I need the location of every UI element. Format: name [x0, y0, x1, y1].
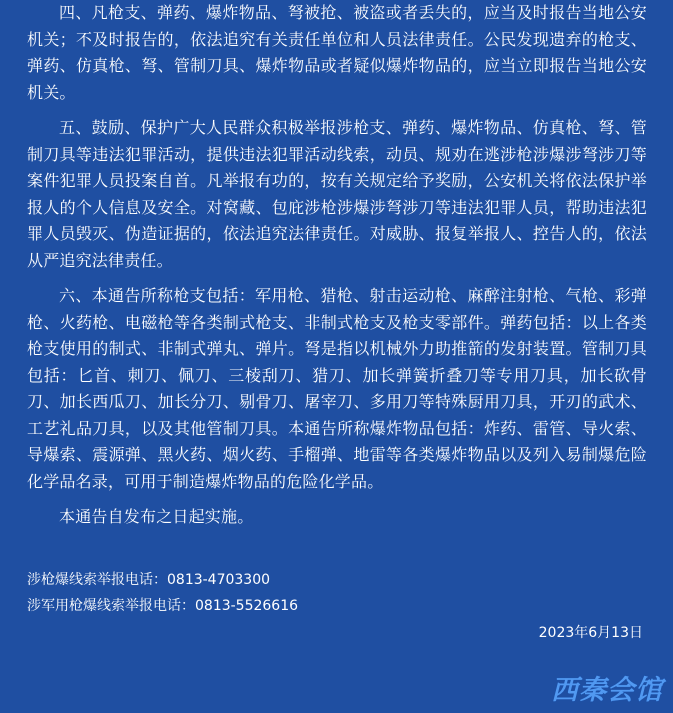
notice-date: 2023年6月13日	[538, 625, 643, 641]
paragraph-4-loss-reporting: 四、凡枪支、弹药、爆炸物品、弩被抢、被盗或者丢失的，应当及时报告当地公安机关；不及时报告的，依法追究有关责任单位和人员法律责任。公民发现遗弃的枪支、弹药、仿真枪、弩、管制刀具、爆炸物品或者疑似爆炸物品的，应当立即报告当地公安机关。	[27, 3, 647, 102]
contact-hotlines	[27, 567, 298, 619]
paragraph-6-definitions: 六、本通告所称枪支包括：军用枪、猎枪、射击运动枪、麻醉注射枪、气枪、彩弹枪、火药枪、电磁枪等各类制式枪支、非制式枪支及枪支零部件。弹药包括：以上各类枪支使用的制式、非制式弹丸、弹片。弩是指以机械外力助推箭的发射装置。管制刀具包括：匕首、刺刀、佩刀、三棱刮刀、猎刀、加长弹簧折叠刀等专用刀具，加长砍骨刀、加长西瓜刀、加长分刀、剔骨刀、屠宰刀、多用刀等特殊厨用刀具，开刃的武术、工艺礼品刀具，以及其他管制刀具。本通告所称爆炸物品包括：炸药、雷管、导火索、导爆索、震源弹、黑火药、烟火药、手榴弹、地雷等各类爆炸物品以及列入易制爆危险化学品名录，可用于制造爆炸物品的危险化学品。	[27, 286, 647, 491]
watermark-logo	[551, 668, 663, 707]
gun-explosive-hotline: 涉枪爆线索举报电话：0813-4703300	[27, 572, 271, 588]
notice-body	[27, 0, 647, 531]
paragraph-5-reporting-encouragement: 五、鼓励、保护广大人民群众积极举报涉枪支、弹药、爆炸物品、仿真枪、弩、管制刀具等违法犯罪活动，提供违法犯罪活动线索，动员、规劝在逃涉枪涉爆涉弩涉刀等案件犯罪人员投案自首。凡举报有功的，按有关规定给予奖励，公安机关将依法保护举报人的个人信息及安全。对窝藏、包庇涉枪涉爆涉弩涉刀等违法犯罪人员，帮助违法犯罪人员毁灭、伪造证据的，依法追究法律责任。对威胁、报复举报人、控告人的，依法从严追究法律责任。	[27, 118, 647, 270]
paragraph-effective-date: 本通告自发布之日起实施。	[59, 507, 254, 526]
military-gun-explosive-hotline: 涉军用枪爆线索举报电话：0813-5526616	[27, 598, 299, 614]
watermark-text: 西秦会馆	[551, 675, 663, 706]
